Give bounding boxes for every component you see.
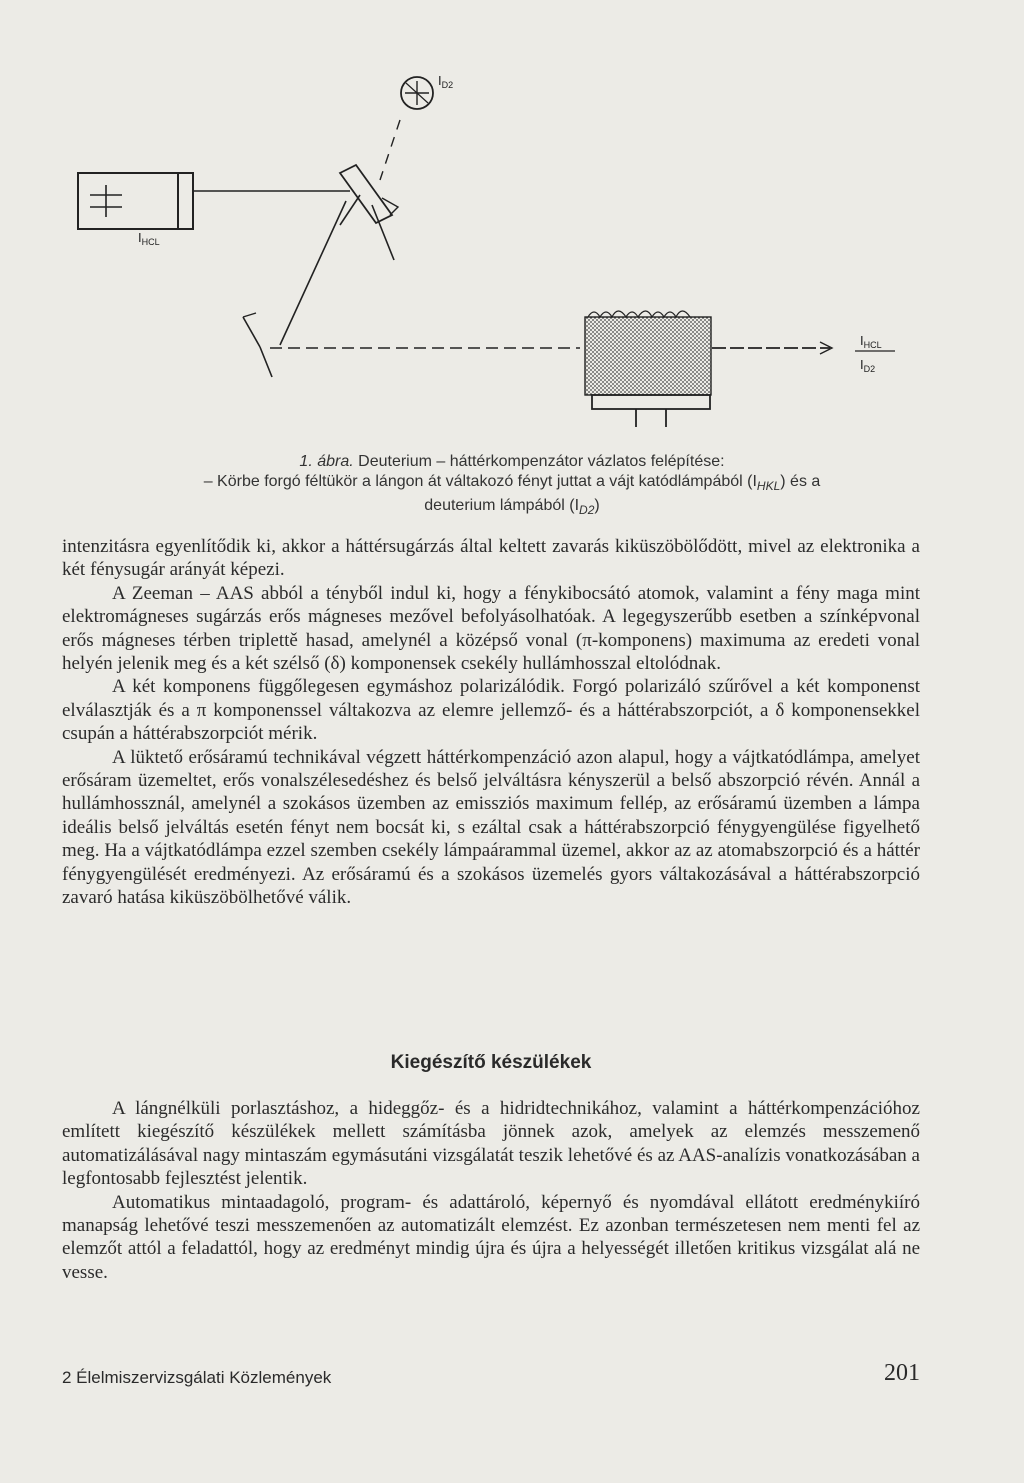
paragraph: A lüktető erősáramú technikával végzett háttérkompenzáció azon alapul, hogy a vájtkatódlámpa, amelyet erősáram üzemeltet, erős vonalszélesedéshez és belső jelváltásra kényszerül a belső abszorpció révén. Annál a hullámhossznál, amelynél a szokásos üzemben az emissziós maximum fellép, az erősáramú üzemben a lámpa ideális belső jelváltás esetén fényt nem bocsát ki, s ezáltal csak a háttérabszorpció fénygyengülése figyelhető meg. Ha a vájtkatódlámpa ezzel szemben csekély lámpaárammal üzemel, akkor az az atomabszorpció és a háttér fénygyengülését eredményezi. Az erősáramú és a szokásos üzemelés gyors váltakozásával a háttérabszorpció zavaró hatása kiküszöbölhetővé válik. xyxy=(62,746,920,909)
lamp-left-label: $I_{HCL}$ xyxy=(138,230,160,247)
burner-flame xyxy=(585,311,711,427)
ratio-denominator: $I_{D2}$ xyxy=(860,357,876,374)
hollow-cathode-lamp xyxy=(78,173,350,229)
paragraph: intenzitásra egyenlítődik ki, akkor a háttérsugárzás által keltett zavarás kiküszöbölődött, mivel az elektronika a két fénysugár arányát képezi. xyxy=(62,536,920,581)
ratio-numerator: $I_{HCL}$ xyxy=(860,333,882,350)
body-text xyxy=(62,535,920,910)
paragraph: A két komponens függőlegesen egymáshoz polarizálódik. Forgó polarizáló szűrővel a két komponenst elválasztják és a π komponenssel váltakozva az elemre jellemző- és a háttérabszorpciót, a δ komponensekkel csupán a háttérabszorpciót mérik. xyxy=(62,676,920,745)
bottom-mirror xyxy=(243,313,272,377)
paragraph: Automatikus mintaadagoló, program- és adattároló, képernyő és nyomdával ellátott eredménykiíró manapság lehetővé teszi messzemenően az automatizált elemzést. Ez azonban természetesen nem menti fel az elemzőt attól a feladattól, hogy az eredményt mindig újra és újra a helyességét illetően kritikus vizsgálat alá ne vesse. xyxy=(62,1191,920,1283)
paragraph: A Zeeman – AAS abból a tényből indul ki, hogy a fénykibocsátó atomok, valamint a fény maga mint elektromágneses sugárzás erős mágneses mezővel befolyásolhatóak. A legegyszerűbb esetben a színképvonal erős mágneses térben triplettě hasad, amelynél a középső vonal (π-komponens) maximuma az eredeti vonal helyén jelenik meg és a két szélső (δ) komponensek csekély hullámhosszal eltolódnak. xyxy=(62,582,920,675)
top-right-label: $I_{D2}$ xyxy=(438,73,454,90)
paragraph: A lángnélküli porlasztáshoz, a hideggőz- és a hidridtechnikához, valamint a háttérkompenzációhoz említett kiegészítő készülékek mellett számításba jönnek azok, amelyek az elemzés messzemenő automatizálásával nagy mintaszám egymásutáni vizsgálatát teszik lehetővé és az AAS-analízis vonatkozásában a legfontosabb fejlesztést jelentik. xyxy=(62,1098,920,1190)
caption-line-2: – Körbe forgó féltükör a lángon át váltakozó fényt juttat a vájt katódlámpából $(I_{HKL})$ és a xyxy=(203,473,821,494)
caption-line-3: deuterium lámpából $(I_{D2})$ xyxy=(424,497,600,518)
caption-line-1: 1. ábra. Deuterium – háttérkompenzátor vázlatos felépítése: xyxy=(299,453,725,470)
journal-footer: 2 Élelmiszervizsgálati Közlemények xyxy=(62,1368,332,1387)
ratio-label xyxy=(855,333,895,374)
section-body-text xyxy=(62,1097,920,1284)
rotating-half-mirror xyxy=(340,165,398,260)
page-number: 201 xyxy=(884,1360,920,1386)
deuterium-lamp xyxy=(401,77,433,109)
figure-caption xyxy=(62,452,962,520)
background-compensator-diagram xyxy=(60,55,940,445)
section-title: Kiegészítő készülékek xyxy=(390,1052,592,1073)
figure-number: 1. ábra. xyxy=(299,453,354,470)
